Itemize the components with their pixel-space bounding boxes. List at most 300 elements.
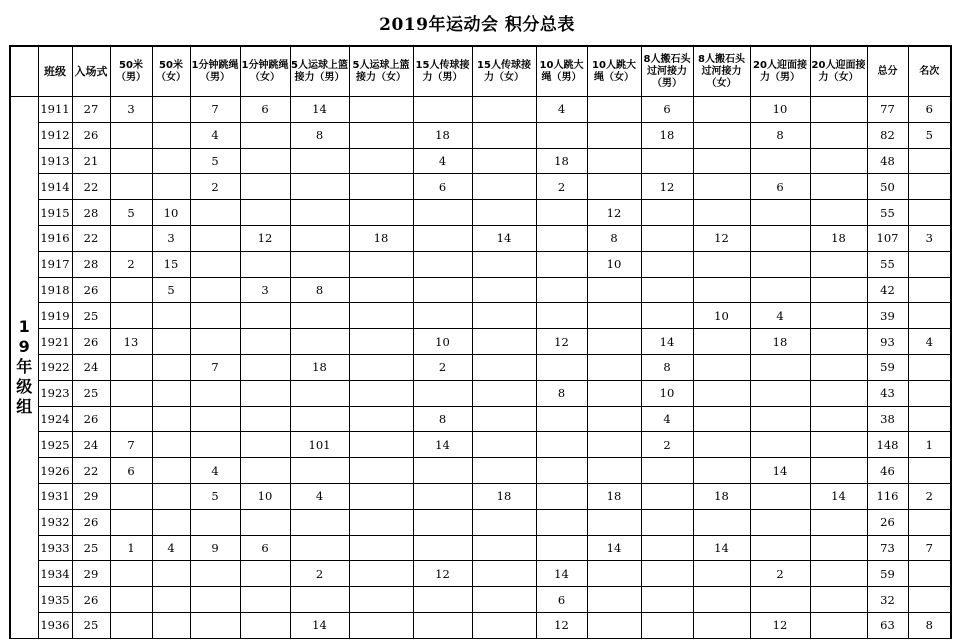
- score-cell: 2: [641, 432, 693, 458]
- score-cell: [349, 561, 413, 587]
- score-cell: 29: [72, 561, 110, 587]
- class-cell: 1913: [38, 148, 72, 174]
- score-cell: 8: [587, 225, 641, 251]
- score-cell: [693, 329, 750, 355]
- score-cell: [587, 380, 641, 406]
- score-cell: [472, 200, 536, 226]
- class-cell: 1921: [38, 329, 72, 355]
- score-cell: [587, 122, 641, 148]
- rank-cell: 2: [908, 483, 951, 509]
- score-cell: [349, 122, 413, 148]
- score-cell: [349, 251, 413, 277]
- table-row: [10, 303, 951, 329]
- total-cell: 50: [867, 174, 908, 200]
- rank-cell: [908, 509, 951, 535]
- score-cell: 2: [413, 354, 472, 380]
- rank-cell: [908, 380, 951, 406]
- score-cell: [152, 406, 190, 432]
- score-cell: [810, 354, 867, 380]
- table-row: [10, 406, 951, 432]
- score-cell: [110, 354, 152, 380]
- score-cell: [349, 380, 413, 406]
- score-cell: [641, 483, 693, 509]
- score-cell: [190, 406, 240, 432]
- score-cell: 8: [641, 354, 693, 380]
- class-cell: 1915: [38, 200, 72, 226]
- table-row: [10, 225, 951, 251]
- score-cell: [349, 329, 413, 355]
- score-cell: [110, 406, 152, 432]
- score-cell: [641, 303, 693, 329]
- score-cell: 18: [472, 483, 536, 509]
- score-cell: [413, 225, 472, 251]
- score-cell: [587, 458, 641, 484]
- score-cell: 6: [750, 174, 810, 200]
- score-cell: [152, 380, 190, 406]
- score-cell: [641, 535, 693, 561]
- score-cell: [413, 483, 472, 509]
- score-cell: 4: [190, 122, 240, 148]
- score-cell: 4: [750, 303, 810, 329]
- score-cell: [536, 432, 587, 458]
- score-cell: 14: [693, 535, 750, 561]
- score-cell: 5: [190, 148, 240, 174]
- score-cell: 8: [290, 277, 349, 303]
- score-cell: 18: [587, 483, 641, 509]
- score-cell: [536, 200, 587, 226]
- score-cell: [750, 535, 810, 561]
- class-cell: 1936: [38, 612, 72, 638]
- score-cell: [587, 329, 641, 355]
- rank-cell: [908, 200, 951, 226]
- score-cell: [349, 200, 413, 226]
- score-cell: 10: [240, 483, 290, 509]
- score-cell: [641, 561, 693, 587]
- score-cell: 8: [750, 122, 810, 148]
- score-cell: 18: [693, 483, 750, 509]
- score-cell: 3: [152, 225, 190, 251]
- score-cell: 5: [190, 483, 240, 509]
- score-cell: [587, 303, 641, 329]
- score-cell: [152, 458, 190, 484]
- score-cell: 18: [413, 122, 472, 148]
- score-cell: 26: [72, 406, 110, 432]
- score-cell: [349, 174, 413, 200]
- score-cell: [641, 587, 693, 613]
- score-cell: 4: [190, 458, 240, 484]
- score-cell: [190, 561, 240, 587]
- table-row: [10, 354, 951, 380]
- score-cell: 12: [413, 561, 472, 587]
- score-cell: [190, 277, 240, 303]
- score-cell: [810, 432, 867, 458]
- score-cell: [536, 251, 587, 277]
- score-cell: 14: [290, 612, 349, 638]
- table-row: [10, 148, 951, 174]
- score-cell: [472, 458, 536, 484]
- score-cell: [641, 277, 693, 303]
- score-cell: [810, 251, 867, 277]
- score-cell: [750, 380, 810, 406]
- score-cell: 12: [536, 612, 587, 638]
- score-cell: 14: [750, 458, 810, 484]
- score-cell: 28: [72, 251, 110, 277]
- score-cell: 18: [536, 148, 587, 174]
- score-cell: 7: [190, 97, 240, 123]
- score-cell: [641, 251, 693, 277]
- score-cell: 22: [72, 174, 110, 200]
- class-cell: 1924: [38, 406, 72, 432]
- total-cell: 82: [867, 122, 908, 148]
- score-cell: [413, 458, 472, 484]
- score-cell: [349, 509, 413, 535]
- total-cell: 32: [867, 587, 908, 613]
- rank-cell: [908, 561, 951, 587]
- total-cell: 93: [867, 329, 908, 355]
- score-cell: [152, 612, 190, 638]
- score-cell: 14: [536, 561, 587, 587]
- rank-cell: 4: [908, 329, 951, 355]
- class-cell: 1925: [38, 432, 72, 458]
- score-cell: [750, 148, 810, 174]
- score-cell: 2: [536, 174, 587, 200]
- score-cell: 10: [587, 251, 641, 277]
- score-cell: 24: [72, 354, 110, 380]
- total-cell: 59: [867, 354, 908, 380]
- score-cell: 14: [810, 483, 867, 509]
- score-cell: [240, 174, 290, 200]
- column-header: 5人运球上篮接力（女）: [349, 46, 413, 97]
- score-cell: [536, 483, 587, 509]
- column-header: 8人搬石头过河接力（男）: [641, 46, 693, 97]
- score-cell: 24: [72, 432, 110, 458]
- score-cell: [693, 380, 750, 406]
- score-cell: [641, 200, 693, 226]
- score-cell: [290, 509, 349, 535]
- score-cell: [152, 303, 190, 329]
- score-cell: [536, 225, 587, 251]
- class-cell: 1916: [38, 225, 72, 251]
- total-cell: 55: [867, 251, 908, 277]
- column-header: 20人迎面接力（男）: [750, 46, 810, 97]
- score-cell: [587, 432, 641, 458]
- score-cell: [472, 354, 536, 380]
- score-cell: [750, 354, 810, 380]
- rank-cell: [908, 406, 951, 432]
- score-cell: [810, 174, 867, 200]
- score-cell: [472, 97, 536, 123]
- score-cell: 9: [190, 535, 240, 561]
- score-cell: [472, 329, 536, 355]
- score-cell: 1: [110, 535, 152, 561]
- total-cell: 42: [867, 277, 908, 303]
- score-cell: 21: [72, 148, 110, 174]
- score-cell: [110, 587, 152, 613]
- score-cell: [190, 200, 240, 226]
- score-cell: [240, 458, 290, 484]
- table-row: [10, 509, 951, 535]
- score-cell: [587, 354, 641, 380]
- score-cell: [472, 277, 536, 303]
- column-header: 10人跳大绳（男）: [536, 46, 587, 97]
- table-row: [10, 380, 951, 406]
- score-cell: [810, 148, 867, 174]
- score-cell: [152, 483, 190, 509]
- score-cell: [240, 406, 290, 432]
- score-cell: [693, 122, 750, 148]
- score-cell: [240, 561, 290, 587]
- score-cell: 14: [641, 329, 693, 355]
- score-cell: [240, 509, 290, 535]
- score-cell: [413, 587, 472, 613]
- score-cell: 3: [240, 277, 290, 303]
- score-cell: 10: [413, 329, 472, 355]
- score-cell: [587, 509, 641, 535]
- score-cell: [641, 148, 693, 174]
- score-cell: [536, 122, 587, 148]
- score-cell: [587, 148, 641, 174]
- score-cell: 2: [750, 561, 810, 587]
- score-cell: [750, 277, 810, 303]
- score-cell: [693, 277, 750, 303]
- score-cell: [472, 432, 536, 458]
- score-cell: [290, 535, 349, 561]
- score-cell: [152, 509, 190, 535]
- table-row: [10, 587, 951, 613]
- score-cell: 26: [72, 509, 110, 535]
- score-cell: [413, 277, 472, 303]
- score-cell: [110, 122, 152, 148]
- group-label: 1 9 年 级 组: [10, 97, 38, 639]
- score-cell: [810, 303, 867, 329]
- rank-cell: 1: [908, 432, 951, 458]
- score-cell: 12: [536, 329, 587, 355]
- score-cell: [240, 303, 290, 329]
- score-cell: [290, 329, 349, 355]
- score-cell: [472, 406, 536, 432]
- score-cell: [152, 148, 190, 174]
- score-cell: [750, 587, 810, 613]
- total-cell: 38: [867, 406, 908, 432]
- score-cell: [750, 225, 810, 251]
- score-cell: [750, 406, 810, 432]
- score-cell: [349, 406, 413, 432]
- score-cell: [413, 509, 472, 535]
- column-header: 总分: [867, 46, 908, 97]
- score-cell: 2: [290, 561, 349, 587]
- rank-cell: [908, 303, 951, 329]
- score-cell: [536, 277, 587, 303]
- rank-cell: 6: [908, 97, 951, 123]
- score-cell: [349, 458, 413, 484]
- score-cell: [190, 612, 240, 638]
- score-cell: [110, 380, 152, 406]
- score-cell: 10: [693, 303, 750, 329]
- score-cell: [750, 200, 810, 226]
- column-header: 10人跳大绳（女）: [587, 46, 641, 97]
- score-cell: [290, 303, 349, 329]
- score-cell: 101: [290, 432, 349, 458]
- score-cell: [240, 432, 290, 458]
- score-cell: [536, 458, 587, 484]
- rank-cell: [908, 277, 951, 303]
- score-cell: 12: [240, 225, 290, 251]
- score-cell: [750, 432, 810, 458]
- rank-cell: 3: [908, 225, 951, 251]
- score-cell: [240, 329, 290, 355]
- score-cell: [349, 535, 413, 561]
- score-cell: [349, 97, 413, 123]
- score-cell: [810, 612, 867, 638]
- score-cell: 18: [349, 225, 413, 251]
- score-cell: [810, 277, 867, 303]
- score-cell: [750, 251, 810, 277]
- score-cell: [110, 277, 152, 303]
- score-cell: [641, 458, 693, 484]
- rank-cell: [908, 587, 951, 613]
- table-row: [10, 174, 951, 200]
- total-cell: 59: [867, 561, 908, 587]
- score-cell: 4: [536, 97, 587, 123]
- rank-cell: [908, 354, 951, 380]
- score-cell: [240, 251, 290, 277]
- score-cell: [240, 354, 290, 380]
- score-cell: [110, 148, 152, 174]
- rank-cell: [908, 251, 951, 277]
- score-cell: 26: [72, 329, 110, 355]
- table-row: [10, 458, 951, 484]
- score-cell: 4: [413, 148, 472, 174]
- score-cell: 18: [750, 329, 810, 355]
- score-cell: 12: [750, 612, 810, 638]
- score-cell: [810, 587, 867, 613]
- score-cell: [290, 251, 349, 277]
- score-cell: 4: [290, 483, 349, 509]
- score-cell: [693, 200, 750, 226]
- score-cell: 4: [152, 535, 190, 561]
- score-cell: [472, 174, 536, 200]
- score-cell: 29: [72, 483, 110, 509]
- score-cell: [413, 612, 472, 638]
- score-cell: [693, 406, 750, 432]
- score-cell: 10: [750, 97, 810, 123]
- score-cell: [240, 200, 290, 226]
- score-cell: [587, 561, 641, 587]
- rank-cell: [908, 174, 951, 200]
- class-cell: 1934: [38, 561, 72, 587]
- rank-cell: 7: [908, 535, 951, 561]
- total-cell: 48: [867, 148, 908, 174]
- score-cell: 18: [641, 122, 693, 148]
- score-cell: [290, 225, 349, 251]
- score-cell: [240, 148, 290, 174]
- score-cell: [190, 225, 240, 251]
- score-cell: [810, 535, 867, 561]
- score-cell: [693, 561, 750, 587]
- score-cell: [472, 587, 536, 613]
- score-cell: [536, 354, 587, 380]
- total-cell: 116: [867, 483, 908, 509]
- score-cell: [240, 122, 290, 148]
- score-cell: [190, 329, 240, 355]
- score-cell: [110, 612, 152, 638]
- score-cell: [472, 380, 536, 406]
- score-cell: [587, 97, 641, 123]
- score-cell: [810, 329, 867, 355]
- score-cell: [536, 303, 587, 329]
- score-table: [9, 45, 952, 639]
- score-cell: 25: [72, 380, 110, 406]
- total-cell: 46: [867, 458, 908, 484]
- class-cell: 1935: [38, 587, 72, 613]
- total-cell: 43: [867, 380, 908, 406]
- score-cell: 28: [72, 200, 110, 226]
- score-cell: [190, 587, 240, 613]
- rank-cell: [908, 458, 951, 484]
- class-cell: 1931: [38, 483, 72, 509]
- score-cell: [810, 406, 867, 432]
- score-cell: [810, 380, 867, 406]
- header-corner: [10, 46, 38, 97]
- score-cell: [472, 122, 536, 148]
- score-cell: [152, 561, 190, 587]
- table-row: [10, 277, 951, 303]
- score-cell: [810, 200, 867, 226]
- score-cell: [413, 380, 472, 406]
- column-header: 5人运球上篮接力（男）: [290, 46, 349, 97]
- score-cell: [190, 251, 240, 277]
- class-cell: 1918: [38, 277, 72, 303]
- score-cell: [349, 277, 413, 303]
- column-header: 15人传球接力（男）: [413, 46, 472, 97]
- score-cell: 12: [693, 225, 750, 251]
- column-header: 20人迎面接力（女）: [810, 46, 867, 97]
- total-cell: 26: [867, 509, 908, 535]
- table-row: [10, 612, 951, 638]
- class-cell: 1911: [38, 97, 72, 123]
- score-cell: [472, 509, 536, 535]
- class-cell: 1912: [38, 122, 72, 148]
- score-cell: [536, 535, 587, 561]
- score-cell: 6: [110, 458, 152, 484]
- score-cell: 12: [587, 200, 641, 226]
- score-cell: [240, 380, 290, 406]
- score-cell: 13: [110, 329, 152, 355]
- score-cell: [536, 509, 587, 535]
- score-cell: [641, 509, 693, 535]
- score-cell: 6: [240, 535, 290, 561]
- score-cell: 8: [536, 380, 587, 406]
- score-cell: [110, 561, 152, 587]
- score-cell: [110, 303, 152, 329]
- score-cell: 6: [536, 587, 587, 613]
- score-cell: 12: [641, 174, 693, 200]
- total-cell: 77: [867, 97, 908, 123]
- score-cell: 2: [190, 174, 240, 200]
- score-cell: [413, 535, 472, 561]
- score-cell: [413, 97, 472, 123]
- score-cell: [290, 200, 349, 226]
- score-cell: [110, 225, 152, 251]
- table-row: [10, 329, 951, 355]
- score-cell: [472, 303, 536, 329]
- score-cell: [750, 483, 810, 509]
- score-cell: [810, 509, 867, 535]
- score-cell: 10: [641, 380, 693, 406]
- score-cell: [290, 406, 349, 432]
- score-cell: [240, 612, 290, 638]
- score-cell: [110, 174, 152, 200]
